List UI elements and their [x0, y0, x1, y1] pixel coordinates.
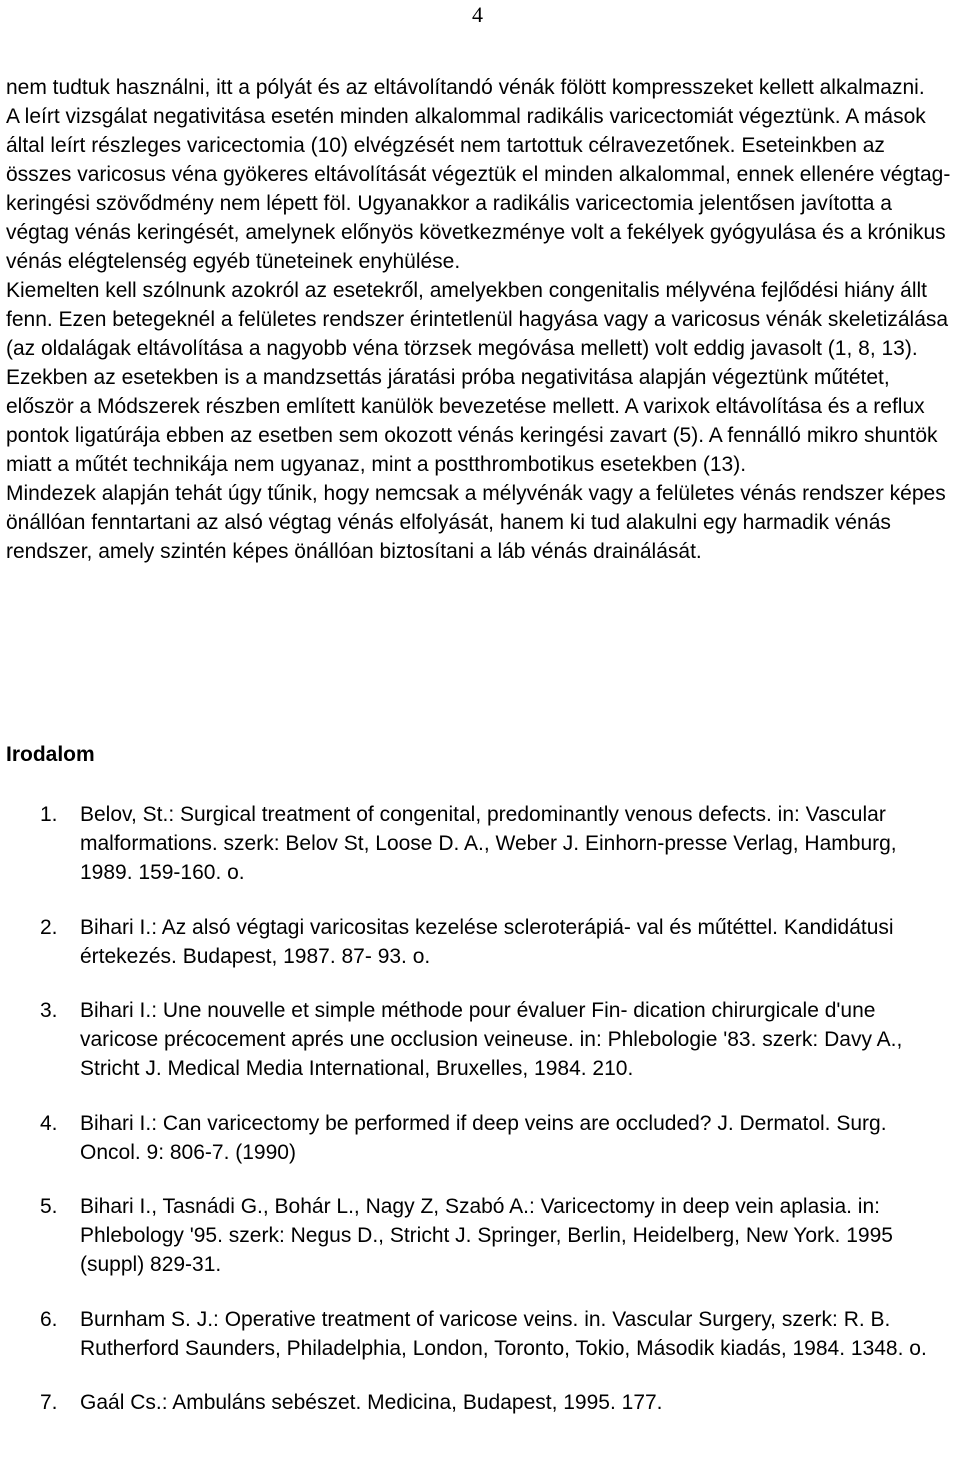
reference-item [0, 1192, 950, 1280]
references-heading: Irodalom [6, 743, 95, 766]
page-number: 4 [472, 2, 483, 27]
reference-number: 7. [40, 1391, 58, 1415]
reference-number: 3. [40, 999, 58, 1023]
reference-number: 4. [40, 1111, 58, 1135]
reference-text: Belov, St.: Surgical treatment of congenital, predominantly venous defects. in: Vascular malformations. szerk: Belov St, Loose D. A., Weber J. Einhorn-presse Verlag, Hamburg, 1989. 159-160. o. [80, 803, 897, 885]
body-text [6, 73, 956, 566]
reference-text: Bihari I., Tasnádi G., Bohár L., Nagy Z, Szabó A.: Varicectomy in deep vein aplasia. in: Phlebology '95. szerk: Negus D., Stricht J. Springer, Berlin, Heidelberg, New York. 1995 (suppl) 829-31. [80, 1195, 893, 1277]
reference-item [0, 1388, 950, 1417]
reference-item [0, 996, 950, 1084]
reference-item [0, 1305, 950, 1363]
reference-number: 5. [40, 1195, 58, 1219]
reference-number: 2. [40, 915, 58, 939]
paragraph: A leírt vizsgálat negativitása esetén minden alkalommal radikális varicectomiát végeztünk. A mások által leírt részleges varicectomia (10) elvégzését nem tartottuk célravezetőnek. Eseteinkben az összes varicosus véna gyökeres eltávolítását végeztük el minden alkalommal, ennek ellenére végtag-keringési szövődmény nem lépett föl. Ugyanakkor a radikális varicectomia jelentősen javította a végtag vénás keringését, amelynek előnyös következménye volt a fekélyek gyógyulása és a krónikus vénás elégtelenség egyéb tüneteinek enyhülése. [6, 105, 951, 273]
reference-text: Burnham S. J.: Operative treatment of varicose veins. in. Vascular Surgery, szerk: R. B. Rutherford Saunders, Philadelphia, London, Toronto, Tokio, Második kiadás, 1984. 1348. o. [80, 1307, 927, 1360]
reference-text: Bihari I.: Can varicectomy be performed if deep veins are occluded? J. Dermatol. Surg. Oncol. 9: 806-7. (1990) [80, 1111, 887, 1164]
paragraph: Kiemelten kell szólnunk azokról az esetekről, amelyekben congenitalis mélyvéna fejlődési hiány állt fenn. Ezen betegeknél a felületes rendszer érintetlenül hagyása vagy a varicosus vénák skeletizálása (az oldalágak eltávolítása a nagyobb véna törzsek megóvása mellett) volt eddig javasolt (1, 8, 13). Ezekben az esetekben is a mandzsettás járatási próba negativitása alapján végeztünk műtétet, először a Módszerek részben említett kanülök bevezetése mellett. A varixok eltávolítása és a reflux pontok ligatúrája ebben az esetben sem okozott vénás keringési zavart (5). A fennálló mikro shuntök miatt a műtét technikája nem ugyanaz, mint a postthrombotikus esetekben (13). [6, 279, 949, 476]
reference-item [0, 913, 950, 971]
reference-text: Bihari I.: Az alsó végtagi varicositas kezelése scleroterápiá- val és műtéttel. Kandidátusi értekezés. Budapest, 1987. 87- 93. o. [80, 915, 894, 968]
reference-item [0, 800, 950, 888]
reference-list [0, 800, 950, 1442]
reference-text: Gaál Cs.: Ambuláns sebészet. Medicina, Budapest, 1995. 177. [80, 1391, 663, 1415]
reference-text: Bihari I.: Une nouvelle et simple méthode pour évaluer Fin- dication chirurgicale d'une varicose précocement aprés une occlusion veineuse. in: Phlebologie '83. szerk: Davy A., Stricht J. Medical Media International, Bruxelles, 1984. 210. [80, 999, 903, 1081]
reference-item [0, 1109, 950, 1167]
reference-number: 6. [40, 1307, 58, 1331]
paragraph: nem tudtuk használni, itt a pólyát és az eltávolítandó vénák fölött kompresszeket kellett alkalmazni. [6, 76, 925, 99]
paragraph: Mindezek alapján tehát úgy tűnik, hogy nemcsak a mélyvénák vagy a felületes vénás rendszer képes önállóan fenntartani az alsó végtag vénás elfolyását, hanem ki tud alakulni egy harmadik vénás rendszer, amely szintén képes önállóan biztosítani a láb vénás drainálását. [6, 482, 946, 563]
reference-number: 1. [40, 803, 58, 826]
